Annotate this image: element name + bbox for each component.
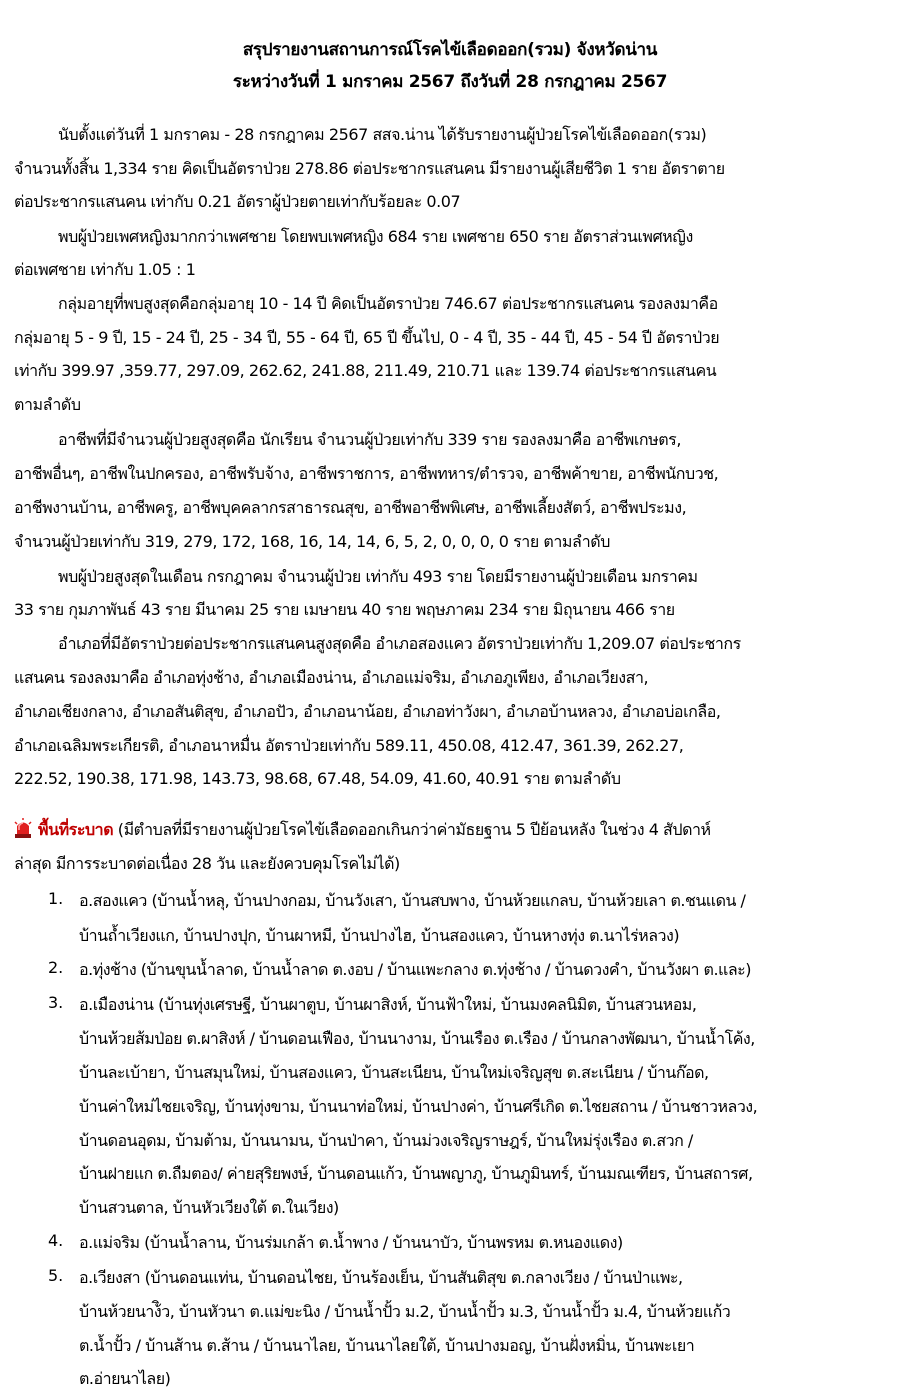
paragraph-line: อาชีพอื่นๆ, อาชีพในปกครอง, อาชีพรับจ้าง, อาชีพราชการ, อาชีพทหาร/ตำรวจ, อาชีพค้าขาย, อาชีพนักบวช, bbox=[14, 464, 719, 483]
list-item-line: อ.แม่จริม (บ้านน้ำลาน, บ้านร่มเกล้า ต.น้ำพาง / บ้านนาบัว, บ้านพรหม ต.หนองแดง) bbox=[79, 1233, 623, 1252]
paragraph-line: 33 ราย กุมภาพันธ์ 43 ราย มีนาคม 25 ราย เมษายน 40 ราย พฤษภาคม 234 ราย มิถุนายน 466 ราย bbox=[14, 600, 675, 619]
report-title: สรุปรายงานสถานการณ์โรคไข้เลือดออก(รวม) จังหวัดน่าน bbox=[242, 40, 658, 60]
paragraph-line: ต่อเพศชาย เท่ากับ 1.05 : 1 bbox=[14, 260, 196, 279]
list-item-line: อ.ทุ่งช้าง (บ้านขุนน้ำลาด, บ้านน้ำลาด ต.งอบ / บ้านแพะกลาง ต.ทุ่งช้าง / บ้านดวงคำ, บ้านวังผา ต.และ) bbox=[79, 960, 751, 979]
list-item-line: อ.เวียงสา (บ้านดอนแท่น, บ้านดอนไชย, บ้านร้องเย็น, บ้านสันติสุข ต.กลางเวียง / บ้านป่าแพะ, bbox=[79, 1268, 683, 1287]
list-item-line: อ.สองแคว (บ้านน้ำหลุ, บ้านปางกอม, บ้านวังเสา, บ้านสบพาง, บ้านห้วยแกลบ, บ้านห้วยเลา ต.ชนแดน / bbox=[79, 891, 746, 910]
paragraph-line: จำนวนทั้งสิ้น 1,334 ราย คิดเป็นอัตราป่วย 278.86 ต่อประชากรแสนคน มีรายงานผู้เสียชีวิต 1 ราย อัตราตาย bbox=[14, 159, 725, 178]
paragraph-line: อาชีพที่มีจำนวนผู้ป่วยสูงสุดคือ นักเรียน จำนวนผู้ป่วยเท่ากับ 339 ราย รองลงมาคือ อาชีพเกษตร, bbox=[58, 430, 681, 449]
list-item-line: บ้านถ้ำเวียงแก, บ้านปางปุก, บ้านผาหมี, บ้านปางไฮ, บ้านสองแคว, บ้านหางทุ่ง ต.นาไร่หลวง) bbox=[79, 926, 680, 945]
list-number: 1. bbox=[48, 889, 64, 908]
outbreak-section-title: พื้นที่ระบาด bbox=[38, 820, 114, 839]
paragraph-line: กลุ่มอายุที่พบสูงสุดคือกลุ่มอายุ 10 - 14 ปี คิดเป็นอัตราป่วย 746.67 ต่อประชากรแสนคน รองลงมาคือ bbox=[58, 294, 718, 313]
paragraph-line: แสนคน รองลงมาคือ อำเภอทุ่งช้าง, อำเภอเมืองน่าน, อำเภอแม่จริม, อำเภอภูเพียง, อำเภอเวียงสา, bbox=[14, 668, 649, 687]
list-item-line: อ.เมืองน่าน (บ้านทุ่งเศรษฐี, บ้านผาตูบ, บ้านผาสิงห์, บ้านฟ้าใหม่, บ้านมงคลนิมิต, บ้านสวนหอม, bbox=[79, 995, 697, 1014]
paragraph-line: 222.52, 190.38, 171.98, 143.73, 98.68, 67.48, 54.09, 41.60, 40.91 ราย ตามลำดับ bbox=[14, 769, 621, 788]
paragraph-line: ต่อประชากรแสนคน เท่ากับ 0.21 อัตราผู้ป่วยตายเท่ากับร้อยละ 0.07 bbox=[14, 192, 461, 211]
list-number: 2. bbox=[48, 958, 64, 977]
siren-icon bbox=[14, 818, 32, 838]
list-number: 5. bbox=[48, 1266, 64, 1285]
paragraph-line: กลุ่มอายุ 5 - 9 ปี, 15 - 24 ปี, 25 - 34 ปี, 55 - 64 ปี, 65 ปี ขึ้นไป, 0 - 4 ปี, 35 - 44 ปี, 45 - 54 ปี อัตราป่วย bbox=[14, 328, 720, 347]
report-subtitle-date-range: ระหว่างวันที่ 1 มกราคม 2567 ถึงวันที่ 28 กรกฎาคม 2567 bbox=[232, 72, 668, 92]
paragraph-line: ตามลำดับ bbox=[14, 395, 81, 414]
outbreak-section-description: (มีตำบลที่มีรายงานผู้ป่วยโรคไข้เลือดออกเกินกว่าค่ามัธยฐาน 5 ปีย้อนหลัง ในช่วง 4 สัปดาห์ bbox=[113, 820, 711, 839]
list-item-line: บ้านฝายแก ต.ถืมตอง/ ค่ายสุริยพงษ์, บ้านดอนแก้ว, บ้านพญาภู, บ้านภูมินทร์, บ้านมณเฑียร, บ้านสถารศ, bbox=[79, 1164, 753, 1183]
list-number: 3. bbox=[48, 993, 64, 1012]
list-item-line: บ้านดอนอุดม, บ้ามต้าม, บ้านนามน, บ้านป่าคา, บ้านม่วงเจริญราษฎร์, บ้านใหม่รุ่งเรือง ต.สวก / bbox=[79, 1131, 693, 1150]
list-item-line: ต.น้ำปั้ว / บ้านส้าน ต.ส้าน / บ้านนาไลย, บ้านนาไลยใต้, บ้านปางมอญ, บ้านฝั่งหมิ่น, บ้านพะเยา bbox=[79, 1336, 695, 1355]
paragraph-line: เท่ากับ 399.97 ,359.77, 297.09, 262.62, 241.88, 211.49, 210.71 และ 139.74 ต่อประชากรแสนคน bbox=[14, 361, 717, 380]
paragraph-line: จำนวนผู้ป่วยเท่ากับ 319, 279, 172, 168, 16, 14, 14, 6, 5, 2, 0, 0, 0, 0 ราย ตามลำดับ bbox=[14, 532, 610, 551]
list-item-line: บ้านสวนตาล, บ้านหัวเวียงใต้ ต.ในเวียง) bbox=[79, 1198, 339, 1217]
list-number: 4. bbox=[48, 1231, 64, 1250]
paragraph-line: พบผู้ป่วยเพศหญิงมากกว่าเพศชาย โดยพบเพศหญิง 684 ราย เพศชาย 650 ราย อัตราส่วนเพศหญิง bbox=[58, 227, 693, 246]
list-item-line: บ้านค่าใหม่ไชยเจริญ, บ้านทุ่งขาม, บ้านนาท่อใหม่, บ้านปางค่า, บ้านศรีเกิด ต.ไชยสถาน / บ้านชาวหลวง, bbox=[79, 1097, 758, 1116]
paragraph-line: พบผู้ป่วยสูงสุดในเดือน กรกฎาคม จำนวนผู้ป่วย เท่ากับ 493 ราย โดยมีรายงานผู้ป่วยเดือน มกราคม bbox=[58, 567, 698, 586]
list-item-line: บ้านห้วยนาง้ิว, บ้านหัวนา ต.แม่ขะนิง / บ้านน้ำปั้ว ม.2, บ้านน้ำปั้ว ม.3, บ้านน้ำปั้ว ม.4, บ้านห้วยแก้ว bbox=[79, 1302, 731, 1321]
list-item-line: ต.อ่ายนาไลย) bbox=[79, 1369, 171, 1388]
paragraph-line: อำเภอเชียงกลาง, อำเภอสันติสุข, อำเภอปัว, อำเภอนาน้อย, อำเภอท่าวังผา, อำเภอบ้านหลวง, อำเภอบ่อเกลือ, bbox=[14, 702, 721, 721]
paragraph-line: นับตั้งแต่วันที่ 1 มกราคม - 28 กรกฎาคม 2567 สสจ.น่าน ได้รับรายงานผู้ป่วยโรคไข้เลือดออก(รวม) bbox=[58, 125, 707, 144]
outbreak-section-header bbox=[14, 818, 711, 843]
paragraph-line: อำเภอที่มีอัตราป่วยต่อประชากรแสนคนสูงสุดคือ อำเภอสองแคว อัตราป่วยเท่ากับ 1,209.07 ต่อประชากร bbox=[58, 634, 741, 653]
list-item-line: บ้านละเบ้ายา, บ้านสมุนใหม่, บ้านสองแคว, บ้านสะเนียน, บ้านใหม่เจริญสุข ต.สะเนียน / บ้านก๊อด, bbox=[79, 1063, 709, 1082]
paragraph-line: อำเภอเฉลิมพระเกียรติ, อำเภอนาหมื่น อัตราป่วยเท่ากับ 589.11, 450.08, 412.47, 361.39, 262.27, bbox=[14, 736, 684, 755]
list-item-line: บ้านห้วยส้มป่อย ต.ผาสิงห์ / บ้านดอนเฟือง, บ้านนางาม, บ้านเรือง ต.เรือง / บ้านกลางพัฒนา, บ้านน้ำโค้ง, bbox=[79, 1029, 755, 1048]
paragraph-line: อาชีพงานบ้าน, อาชีพครู, อาชีพบุคคลากรสาธารณสุข, อาชีพอาชีพพิเศษ, อาชีพเลี้ยงสัตว์, อาชีพประมง, bbox=[14, 498, 687, 517]
outbreak-section-description-cont: ล่าสุด มีการระบาดต่อเนื่อง 28 วัน และยังควบคุมโรคไม่ได้) bbox=[14, 854, 400, 873]
